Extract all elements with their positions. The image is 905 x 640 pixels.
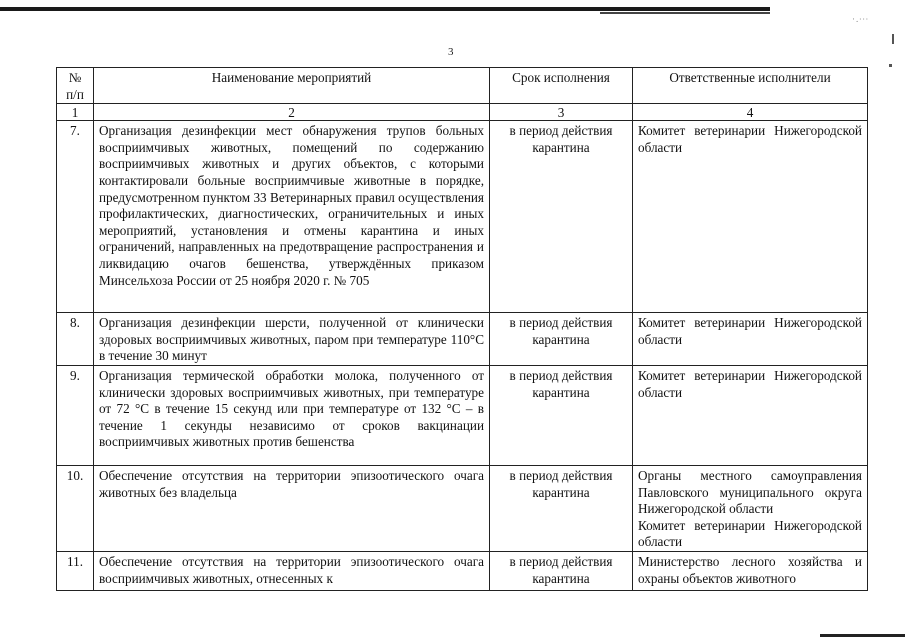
column-number: 3: [490, 104, 633, 121]
table-row: [57, 121, 868, 313]
header-num: № п/п: [57, 68, 94, 104]
row-term: в период действия карантина: [490, 465, 633, 551]
row-responsible: Комитет ветеринарии Нижегородской области: [633, 121, 868, 313]
row-number: 10.: [57, 465, 94, 551]
table-row: [57, 551, 868, 590]
table-row: [57, 365, 868, 465]
row-responsible-group: [633, 465, 868, 551]
table-header-row: [57, 68, 868, 104]
header-name: Наименование мероприятий: [94, 68, 490, 104]
corner-stamp-mark: ·.∙∙∙: [852, 14, 869, 24]
row-description: Обеспечение отсутствия на территории эпизоотического очага животных без владельца: [94, 465, 490, 551]
header-term: Срок исполнения: [490, 68, 633, 104]
row-responsible: Комитет ветеринарии Нижегородской области: [633, 313, 868, 366]
row-description: Организация дезинфекции мест обнаружения трупов больных восприимчивых животных, помещений по содержанию восприимчивых животных и других объектов, с которыми контактировали больные восприимчивые животные в порядке, предусмотренном пунктом 33 Ветеринарных правил осуществления профилактических, диагностических, ограничительных и иных мероприятий, установления и отмены карантина и иных ограничений, направленных на предотвращение распространения и ликвидацию очагов бешенства, утверждённых приказом Минсельхоза России от 25 ноября 2020 г. № 705: [94, 121, 490, 313]
row-description: Организация термической обработки молока, полученного от клинически здоровых восприимчивых животных, при температуре от 72 °С в течение 15 секунд или при температуре от 132 °С – в течение 1 секунды независимо от сроков вакцинации восприимчивых животных против бешенства: [94, 365, 490, 465]
column-number: 2: [94, 104, 490, 121]
row-responsible: Органы местного самоуправления Павловского муниципального округа Нижегородской области: [638, 467, 862, 517]
page-number: 3: [448, 46, 454, 58]
table-row: [57, 313, 868, 366]
row-term: в период действия карантина: [490, 313, 633, 366]
header-resp: Ответственные исполнители: [633, 68, 868, 104]
column-number-row: [57, 104, 868, 121]
top-border-line: [0, 7, 770, 11]
bottom-border-line: [820, 634, 905, 637]
edge-mark: [892, 34, 894, 44]
row-term: в период действия карантина: [490, 551, 633, 590]
row-number: 9.: [57, 365, 94, 465]
row-description: Обеспечение отсутствия на территории эпизоотического очага восприимчивых животных, отнесенных к: [94, 551, 490, 590]
row-number: 11.: [57, 551, 94, 590]
row-number: 7.: [57, 121, 94, 313]
table-row: [57, 465, 868, 551]
row-responsible: Министерство лесного хозяйства и охраны объектов животного: [633, 551, 868, 590]
row-responsible-secondary: Комитет ветеринарии Нижегородской области: [638, 517, 862, 550]
top-border-line-thin: [600, 12, 770, 14]
row-term: в период действия карантина: [490, 365, 633, 465]
row-term: в период действия карантина: [490, 121, 633, 313]
edge-dot: [889, 64, 892, 67]
row-description: Организация дезинфекции шерсти, полученной от клинически здоровых восприимчивых животных, паром при температуре 110°С в течение 30 минут: [94, 313, 490, 366]
column-number: 1: [57, 104, 94, 121]
row-responsible: Комитет ветеринарии Нижегородской области: [633, 365, 868, 465]
column-number: 4: [633, 104, 868, 121]
row-number: 8.: [57, 313, 94, 366]
measures-table: [56, 67, 868, 591]
